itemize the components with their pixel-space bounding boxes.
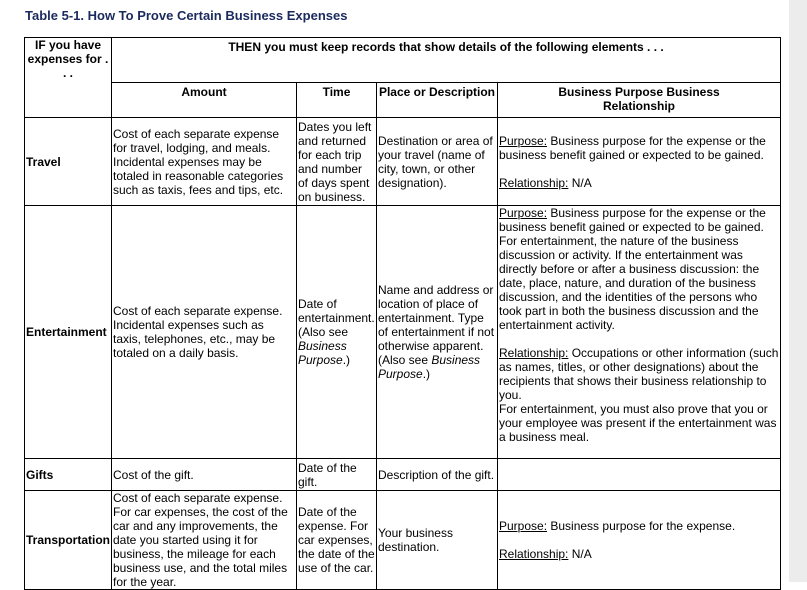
- time-text-end: .): [342, 353, 351, 367]
- category-transportation: Transportation: [25, 491, 112, 590]
- column-header-amount: Amount: [112, 83, 297, 118]
- time-text: Date of entertainment. (Also see: [298, 297, 375, 339]
- category-entertainment: Entertainment: [25, 206, 112, 459]
- gifts-amount: Cost of the gift.: [112, 459, 297, 491]
- place-italic-ref: Business Purpose: [378, 353, 481, 381]
- gifts-place: Description of the gift.: [377, 459, 498, 491]
- category-travel: Travel: [25, 118, 112, 206]
- relationship-text: Occupations or other information (such as names, titles, or other designations) about the recipients that shows their business relationship to you.: [499, 346, 779, 402]
- scrollbar-track[interactable]: [789, 0, 807, 582]
- transportation-purpose: [498, 491, 781, 590]
- travel-place: Destination or area of your travel (name of city, town, or other designation).: [377, 118, 498, 206]
- if-header: IF you have expenses for . . .: [25, 38, 112, 118]
- table-row-gifts: [25, 459, 781, 491]
- relationship-label: Relationship:: [499, 175, 569, 190]
- transportation-time: Date of the expense. For car expenses, the date of the use of the car.: [297, 491, 377, 590]
- relationship-text: N/A: [568, 547, 592, 561]
- transportation-place: Your business destination.: [377, 491, 498, 590]
- purpose-label: Purpose:: [499, 206, 548, 220]
- table-title: Table 5-1. How To Prove Certain Business Expenses: [25, 8, 348, 23]
- travel-time: Dates you left and returned for each trip and number of days spent on business.: [297, 118, 377, 206]
- then-header: THEN you must keep records that show details of the following elements . . .: [112, 38, 781, 83]
- column-header-time: Time: [297, 83, 377, 118]
- column-header-place: Place or Description: [377, 83, 498, 118]
- table-row-entertainment: [25, 206, 781, 459]
- purpose-text: Business purpose for the expense or the business benefit gained or expected to be gained.: [499, 133, 766, 162]
- category-gifts: Gifts: [25, 459, 112, 491]
- header-row-top: [25, 38, 781, 83]
- relationship-extra: For entertainment, you must also prove that you or your employee was present if the entertainment was a business meal.: [499, 402, 777, 444]
- gifts-time: Date of the gift.: [297, 459, 377, 491]
- place-text: Name and address or location of place of entertainment. Type of entertainment if not otherwise apparent. (Also see: [378, 283, 495, 367]
- purpose-text: Business purpose for the expense or the business benefit gained or expected to be gained. For entertainment, the nature of the business discussion or activity. If the entertainment was directly before or after a business discussion: the date, place, nature, and duration of the business discussion, and the identities of the persons who took part in both the business discussion and the entertainment activity.: [499, 206, 766, 332]
- entertainment-purpose: [498, 206, 781, 459]
- entertainment-place: [377, 206, 498, 459]
- relationship-text: N/A: [568, 175, 592, 190]
- header-row-columns: [25, 83, 781, 118]
- travel-amount: Cost of each separate expense for travel, lodging, and meals. Incidental expenses may be totaled in reasonable categories such as taxis, fees and tips, etc.: [112, 118, 297, 206]
- travel-purpose: [498, 118, 781, 206]
- purpose-label: Purpose:: [499, 519, 548, 533]
- place-text-end: .): [422, 367, 431, 381]
- transportation-amount: Cost of each separate expense. For car expenses, the cost of the car and any improvements, the date you started using it for business, the mileage for each business use, and the total miles for the year.: [112, 491, 297, 590]
- time-italic-ref: Business Purpose: [298, 339, 347, 367]
- relationship-label: Relationship:: [499, 547, 569, 561]
- relationship-label: Relationship:: [499, 346, 569, 360]
- table-row-travel: [25, 118, 781, 206]
- purpose-text: Business purpose for the expense.: [547, 519, 736, 533]
- entertainment-amount: Cost of each separate expense. Incidental expenses such as taxis, telephones, etc., may be totaled on a daily basis.: [112, 206, 297, 459]
- table-row-transportation: [25, 491, 781, 590]
- business-expenses-table: [24, 37, 781, 590]
- gifts-purpose: [498, 459, 781, 491]
- purpose-label: Purpose:: [499, 133, 548, 148]
- column-header-purpose: Business Purpose Business Relationship: [498, 83, 781, 118]
- entertainment-time: [297, 206, 377, 459]
